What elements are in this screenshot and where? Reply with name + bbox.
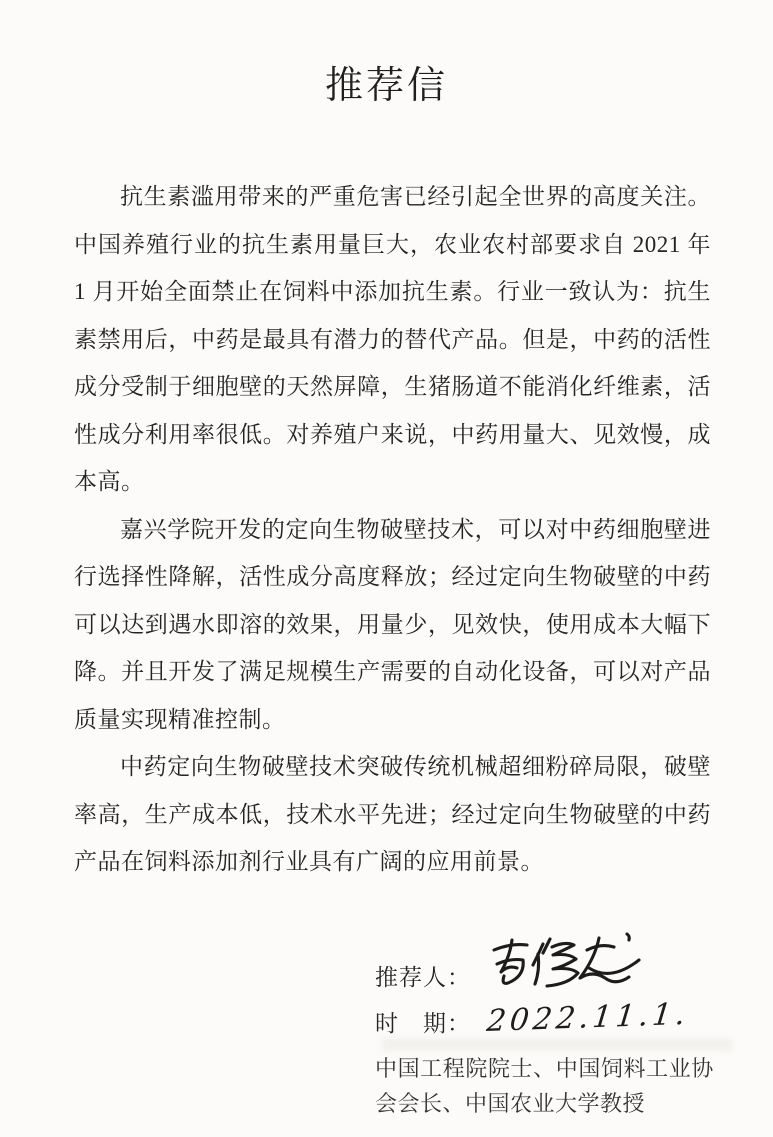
date-row: [375, 996, 773, 1039]
paragraph-3: 中药定向生物破壁技术突破传统机械超细粉碎局限，破壁率高，生产成本低，技术水平先进；经过定向生物破壁的中药产品在饲料添加剂行业具有广阔的应用前景。: [74, 754, 711, 874]
signature-handwriting-image: [481, 924, 653, 1010]
recommender-row: [375, 924, 773, 1002]
date-handwriting: 2022.11.1.: [485, 996, 691, 1039]
letter-title: 推荐信: [324, 65, 448, 107]
recommender-label: 推荐人：: [375, 964, 471, 990]
paragraph-1: 抗生素滥用带来的严重危害已经引起全世界的高度关注。中国养殖行业的抗生素用量巨大，农业农村部要求自 2021 年 1 月开始全面禁止在饲料中添加抗生素。行业一致认为：抗生素禁用后，中药是最具有潜力的替代产品。但是，中药的活性成分受制于细胞壁的天然屏障，生猪肠道不能消化纤维素，活性成分利用率很低。对养殖户来说，中药用量大、见效慢，成本高。: [74, 184, 711, 494]
signer-credentials: 中国工程院院士、中国饲料工业协会会长、中国农业大学教授: [375, 1055, 714, 1116]
letter-body: [74, 173, 711, 886]
signature-block: [375, 924, 773, 1121]
date-label: 时 期：: [375, 1010, 471, 1036]
paragraph-2: 嘉兴学院开发的定向生物破壁技术，可以对中药细胞壁进行选择性降解，活性成分高度释放；经过定向生物破壁的中药可以达到遇水即溶的效果，用量少，见效快，使用成本大幅下降。并且开发了满足规模生产需要的自动化设备，可以对产品质量实现精准控制。: [74, 516, 711, 732]
